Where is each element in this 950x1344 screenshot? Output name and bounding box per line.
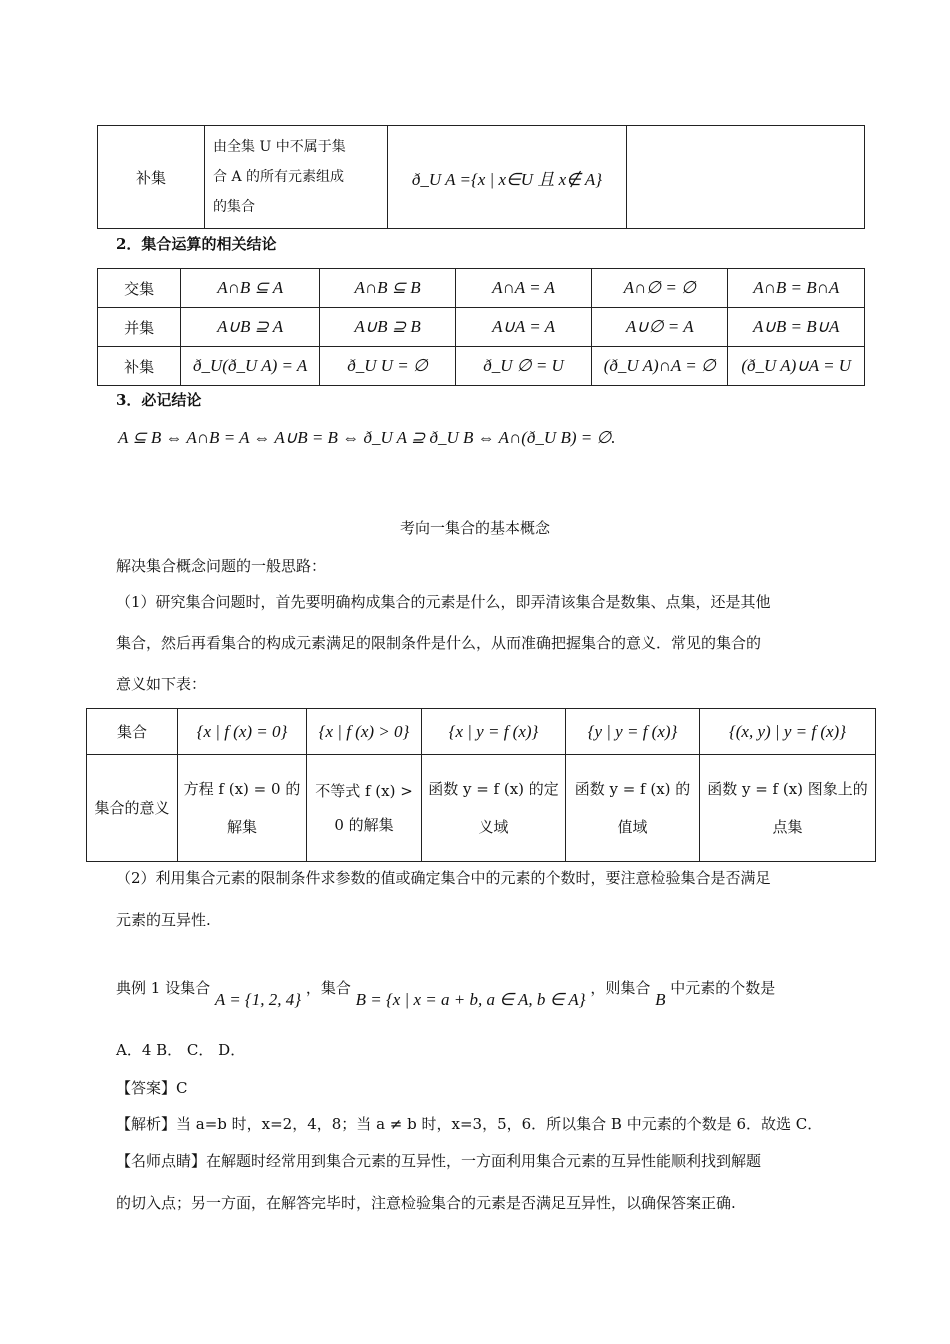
operations-cell: A∪B = B∪A xyxy=(728,308,865,347)
complement-description-line: 由全集 U 中不属于集 xyxy=(213,139,346,155)
paragraph-1-line: 集合，然后再看集合的构成元素满足的限制条件是什么，从而准确把握集合的意义．常见的集合的 xyxy=(116,634,762,652)
example-set-a: A = {1, 2, 4} xyxy=(214,990,302,1009)
set-meaning-cell: 函数 y = f (x) 图象上的点集 xyxy=(700,755,876,862)
paragraph-2-line: 元素的互异性. xyxy=(116,911,211,929)
operations-cell: ð_U U = ∅ xyxy=(320,347,456,386)
operations-cell: A∪∅ = A xyxy=(592,308,728,347)
example-set-b: B = {x | x = a + b, a ∈ A, b ∈ A} xyxy=(355,990,586,1009)
example-mid: ，集合 xyxy=(305,979,351,997)
paragraph-2-line: （2）利用集合元素的限制条件求参数的值或确定集合中的元素的个数时，要注意检验集合是否满足 xyxy=(116,869,771,887)
set-header-cell: {x | f (x) > 0} xyxy=(307,709,422,755)
operations-cell: A∪A = A xyxy=(456,308,592,347)
section-2-title: 2．集合运算的相关结论 xyxy=(116,235,277,253)
paragraph-1-line: 意义如下表： xyxy=(116,675,207,693)
operations-row-label: 并集 xyxy=(98,308,181,347)
complement-description xyxy=(205,126,388,229)
section-3-formula: A ⊆ B ⇔ A∩B = A ⇔ A∪B = B ⇔ ð_U A ⊇ ð_U B ⇔ A∩(ð_U B) = ∅. xyxy=(118,428,616,447)
complement-description-line: 的集合 xyxy=(213,199,255,215)
operations-cell: (ð_U A)∩A = ∅ xyxy=(592,347,728,386)
operations-row xyxy=(98,269,865,308)
set-meaning-label: 集合的意义 xyxy=(87,755,178,862)
example-prefix: 典例 1 设集合 xyxy=(116,979,211,997)
operations-cell: ð_U(ð_U A) = A xyxy=(181,347,320,386)
set-header-cell: {x | y = f (x)} xyxy=(422,709,566,755)
set-meaning-cell: 不等式 f (x) > 0 的解集 xyxy=(307,755,422,862)
paragraph-1-line: （1）研究集合问题时，首先要明确构成集合的元素是什么，即弄清该集合是数集、点集，还是其他 xyxy=(116,593,771,611)
set-header-cell: {(x, y) | y = f (x)} xyxy=(700,709,876,755)
set-meaning-cell: 函数 y = f (x) 的值域 xyxy=(566,755,700,862)
operations-table xyxy=(97,268,865,386)
example-mid-2: ，则集合 xyxy=(590,979,651,997)
section-3-title: 3．必记结论 xyxy=(116,391,202,409)
operations-cell: A∩B ⊆ A xyxy=(181,269,320,308)
example-1 xyxy=(116,978,776,1009)
answer-options: A．4 B． C． D． xyxy=(116,1041,246,1059)
operations-cell: A∩B = B∩A xyxy=(728,269,865,308)
operations-cell: A∩∅ = ∅ xyxy=(592,269,728,308)
set-meaning-table xyxy=(86,708,876,862)
operations-cell: A∪B ⊇ B xyxy=(320,308,456,347)
complement-table xyxy=(97,125,865,229)
set-header-cell: {y | y = f (x)} xyxy=(566,709,700,755)
complement-formula: ð_U A ={x | x∈U 且 x∉ A} xyxy=(388,126,627,229)
intro-text: 解决集合概念问题的一般思路： xyxy=(116,557,327,575)
operations-cell: A∩B ⊆ B xyxy=(320,269,456,308)
complement-description-line: 合 A 的所有元素组成 xyxy=(213,169,345,185)
operations-row-label: 补集 xyxy=(98,347,181,386)
operations-cell: A∩A = A xyxy=(456,269,592,308)
section-heading: 考向一集合的基本概念 xyxy=(399,519,550,537)
example-suffix: 中元素的个数是 xyxy=(670,979,776,997)
operations-cell: A∪B ⊇ A xyxy=(181,308,320,347)
set-header-label: 集合 xyxy=(87,709,178,755)
tip-line: 的切入点；另一方面，在解答完毕时，注意检验集合的元素是否满足互异性，以确保答案正确. xyxy=(116,1194,736,1212)
operations-row-label: 交集 xyxy=(98,269,181,308)
complement-empty-cell xyxy=(627,126,865,229)
operations-row xyxy=(98,347,865,386)
set-meaning-cell: 方程 f (x) = 0 的解集 xyxy=(178,755,307,862)
tip-line: 【名师点睛】在解题时经常用到集合元素的互异性，一方面利用集合元素的互异性能顺利找到解题 xyxy=(116,1152,762,1170)
operations-cell: ð_U ∅ = U xyxy=(456,347,592,386)
analysis: 【解析】当 a=b 时，x=2，4，8；当 a ≠ b 时，x=3，5，6．所以集合 B 中元素的个数是 6．故选 C． xyxy=(116,1115,823,1133)
operations-cell: (ð_U A)∪A = U xyxy=(728,347,865,386)
operations-row xyxy=(98,308,865,347)
example-set-b-symbol: B xyxy=(655,990,666,1009)
set-meaning-cell: 函数 y = f (x) 的定义域 xyxy=(422,755,566,862)
answer: 【答案】C xyxy=(116,1079,188,1097)
set-header-cell: {x | f (x) = 0} xyxy=(178,709,307,755)
complement-label: 补集 xyxy=(98,126,205,229)
